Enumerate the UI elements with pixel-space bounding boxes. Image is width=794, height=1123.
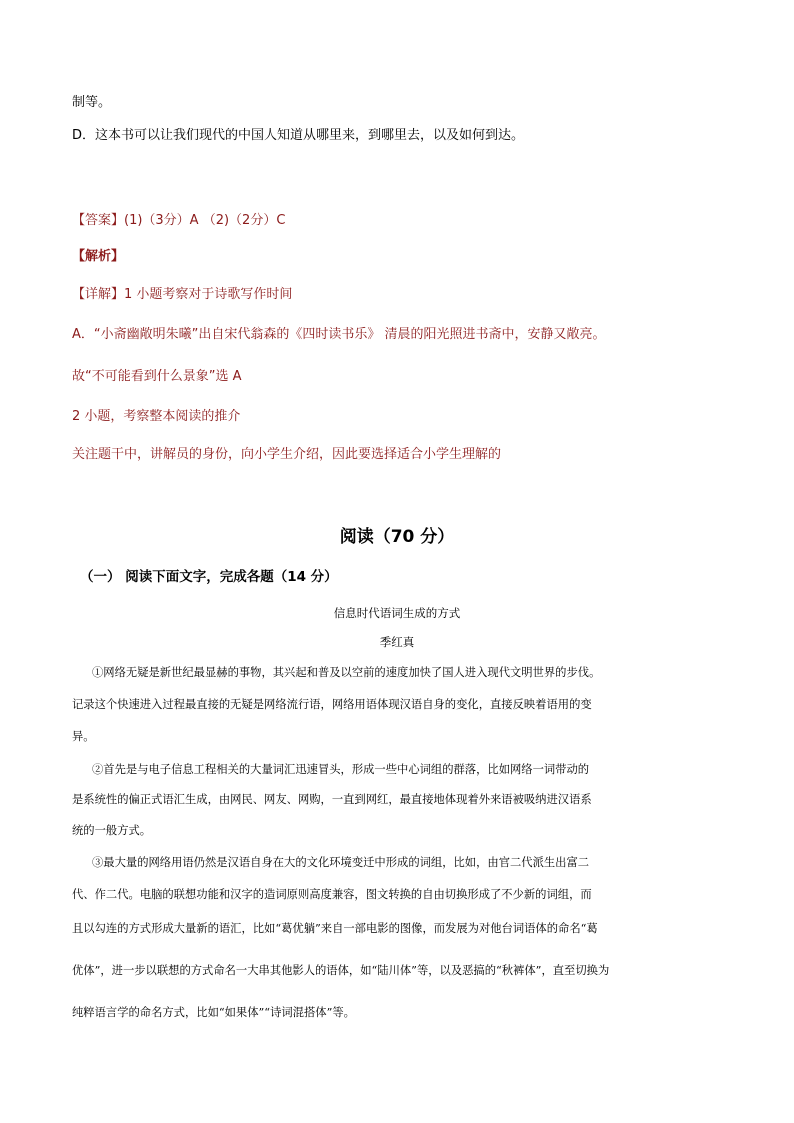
paragraph-line: 纯粹语言学的命名方式，比如“如果体”“诗词混搭体”等。 xyxy=(72,1006,355,1019)
paragraph-line: ②首先是与电子信息工程相关的大量词汇迅速冒头，形成一些中心词组的群落，比如网络一词带动的 xyxy=(92,763,590,776)
paragraph-line: 统的一般方式。 xyxy=(72,824,152,837)
question-2-line: 2 小题，考察整本阅读的推介 xyxy=(72,409,241,424)
answer-line: 【答案】(1)（3分）A （2)（2分）C xyxy=(72,213,286,228)
reading-heading: 阅读（70 分） xyxy=(339,527,455,547)
option-d: D．这本书可以让我们现代的中国人知道从哪里来，到哪里去，以及如何到达。 xyxy=(72,128,525,143)
article-title: 信息时代语词生成的方式 xyxy=(333,606,461,620)
section-title: （一） 阅读下面文字，完成各题（14 分） xyxy=(80,569,338,585)
question-2-detail: 关注题干中，讲解员的身份，向小学生介绍，因此要选择适合小学生理解的 xyxy=(72,447,502,462)
paragraph-line: 异。 xyxy=(72,730,95,743)
text-line: 制等。 xyxy=(72,95,112,110)
paragraph-line: 优体”，进一步以联想的方式命名一大串其他影人的语体，如“陆川体”等，以及恶搞的“秋裤体”，直至切换为 xyxy=(72,964,610,977)
paragraph-line: 代、作二代。电脑的联想功能和汉字的造词原则高度兼容，图文转换的自由切换形成了不少新的词组，而 xyxy=(72,888,592,901)
detail-conclusion: 故“不可能看到什么景象”选 A xyxy=(72,369,242,384)
detail-option-a: A．“小斋幽敞明朱曦”出自宋代翁森的《四时读书乐》 清晨的阳光照进书斋中，安静又敞亮。 xyxy=(72,327,606,342)
article-author: 季红真 xyxy=(379,635,415,649)
paragraph-line: ③最大量的网络用语仍然是汉语自身在大的文化环境变迁中形成的词组，比如，由官二代派生出富二 xyxy=(92,856,590,869)
paragraph-line: 且以勾连的方式形成大量新的语汇，比如“葛优躺”来自一部电影的图像，而发展为对他台词语体的命名“葛 xyxy=(72,922,598,935)
detail-line: 【详解】1 小题考察对于诗歌写作时间 xyxy=(72,287,293,302)
paragraph-line: 记录这个快速进入过程最直接的无疑是网络流行语，网络用语体现汉语自身的变化，直接反映着语用的变 xyxy=(72,698,592,711)
analysis-label: 【解析】 xyxy=(72,249,125,264)
paragraph-line: 是系统性的偏正式语汇生成，由网民、网友、网购，一直到网红，最直接地体现着外来语被吸纳进汉语系 xyxy=(72,793,592,806)
paragraph-line: ①网络无疑是新世纪最显赫的事物，其兴起和普及以空前的速度加快了国人进入现代文明世界的步伐。 xyxy=(92,666,601,679)
